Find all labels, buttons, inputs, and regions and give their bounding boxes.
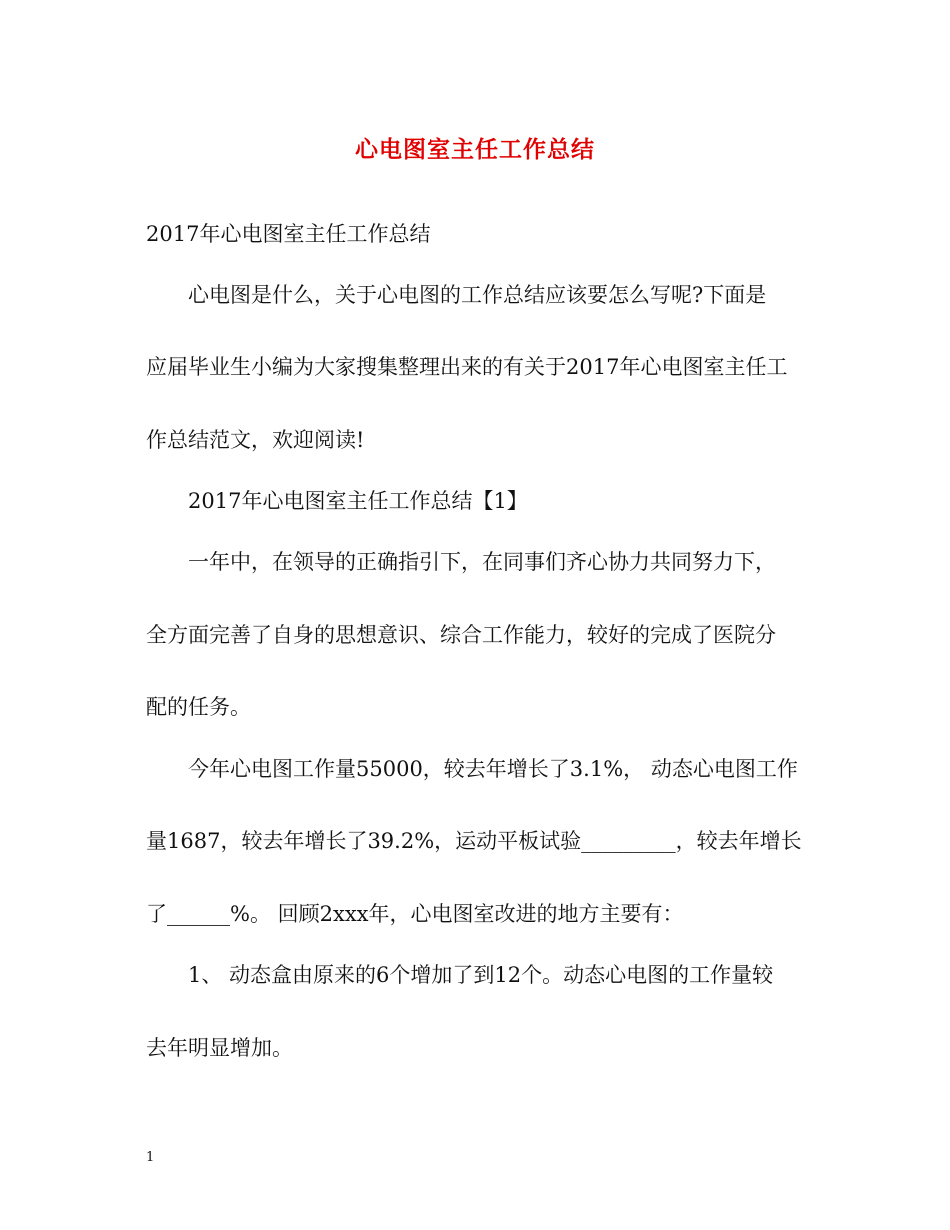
paragraph-line: 量1687，较去年增长了39.2%，运动平板试验_________，较去年增长 (146, 829, 802, 853)
paragraph-line: 了______%。 回顾2xxx年，心电图室改进的地方主要有： (146, 902, 684, 926)
section-heading: 2017年心电图室主任工作总结【1】 (188, 489, 528, 513)
paragraph-line: 心电图是什么，关于心电图的工作总结应该要怎么写呢?下面是 (188, 283, 767, 307)
paragraph-line: 配的任务。 (146, 695, 251, 719)
paragraph-line: 今年心电图工作量55000，较去年增长了3.1%， 动态心电图工作 (188, 757, 798, 781)
paragraph-line: 全方面完善了自身的思想意识、综合工作能力，较好的完成了医院分 (146, 623, 776, 647)
document-title: 心电图室主任工作总结 (355, 136, 595, 163)
paragraph-line: 应届毕业生小编为大家搜集整理出来的有关于2017年心电图室主任工 (146, 355, 788, 379)
subtitle-line: 2017年心电图室主任工作总结 (146, 222, 431, 246)
page-number: 1 (146, 1150, 155, 1165)
paragraph-line: 作总结范文，欢迎阅读! (146, 428, 365, 452)
paragraph-line: 一年中，在领导的正确指引下，在同事们齐心协力共同努力下， (188, 550, 776, 574)
list-item-line: 1、 动态盒由原来的6个增加了到12个。动态心电图的工作量较 (188, 963, 774, 987)
list-item-line: 去年明显增加。 (146, 1036, 293, 1060)
